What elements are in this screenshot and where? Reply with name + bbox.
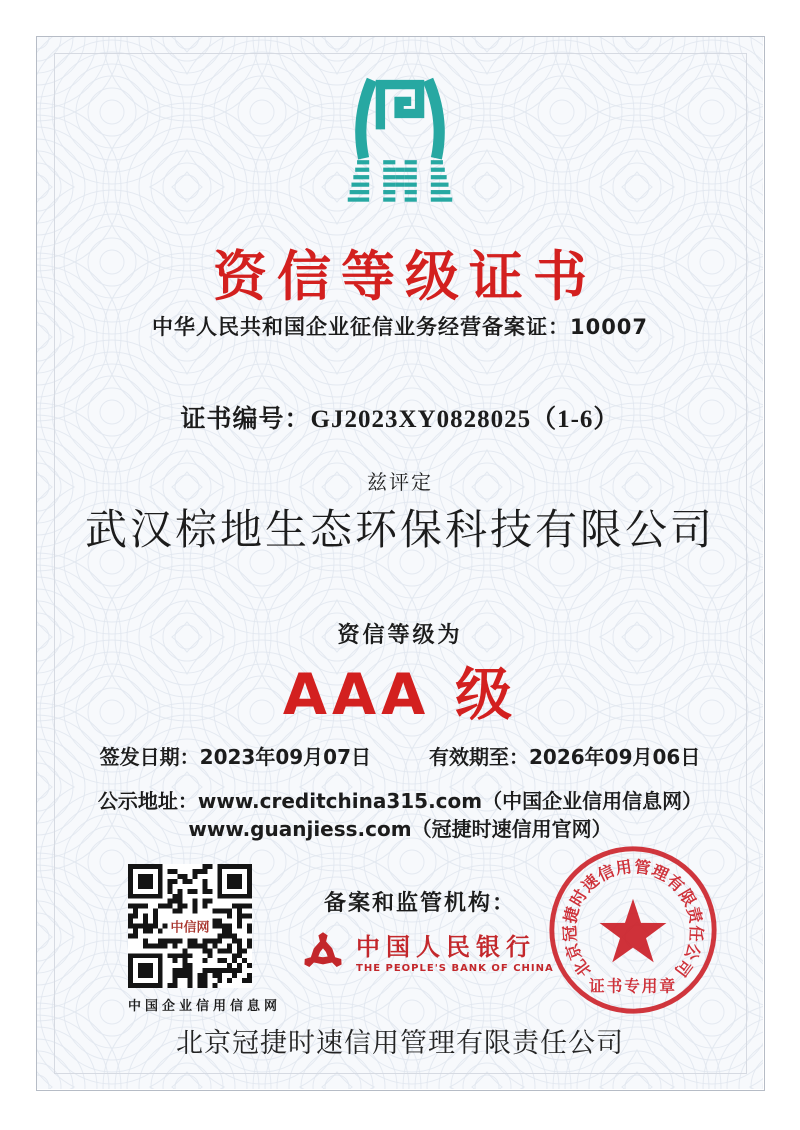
guanjie-logo-icon [344, 76, 456, 211]
svg-text:冠: 冠 [559, 924, 580, 943]
svg-text:责: 责 [683, 904, 706, 926]
svg-text:京: 京 [561, 940, 586, 963]
valid-until-date: 有效期至：2026年09月06日 [429, 745, 701, 769]
issuer-company-name: 北京冠捷时速信用管理有限责任公司 [176, 1028, 624, 1059]
svg-text:任: 任 [686, 924, 707, 943]
svg-text:时: 时 [566, 885, 591, 910]
pboc-name-en: THE PEOPLE'S BANK OF CHINA [356, 962, 554, 974]
publication-url-line1: 公示地址：www.creditchina315.com（中国企业信用信息网） [97, 789, 703, 813]
svg-text:司: 司 [671, 955, 696, 981]
regulator-label: 备案和监管机构： [323, 890, 516, 915]
svg-text:公: 公 [680, 940, 705, 963]
svg-text:用: 用 [614, 856, 634, 879]
pboc-name-cn: 中国人民银行 [356, 934, 536, 961]
qr-caption: 中国企业信用信息网 [128, 998, 282, 1013]
certificate-title: 资信等级证书 [213, 245, 597, 308]
issue-date: 签发日期：2023年09月07日 [99, 745, 371, 769]
publication-url-line2: www.guanjiess.com（冠捷时速信用官网） [188, 817, 612, 841]
svg-text:捷: 捷 [560, 904, 583, 926]
publication-urls [0, 787, 800, 843]
qr-center-label: 中信网 [168, 917, 211, 936]
svg-text:信: 信 [594, 860, 618, 885]
qr-code [128, 864, 252, 988]
date-row [0, 741, 800, 770]
filing-record-line: 中华人民共和国企业征信业务经营备案证：10007 [151, 315, 649, 339]
company-seal-stamp [545, 842, 721, 1018]
certificate-number: 证书编号：GJ2023XY0828025（1-6） [180, 406, 620, 433]
credit-rating-label: 资信等级为 [337, 623, 463, 648]
rated-company-name: 武汉棕地生态环保科技有限公司 [84, 508, 715, 554]
pboc-emblem-icon [300, 928, 346, 982]
svg-text:管: 管 [632, 856, 652, 879]
svg-text:北: 北 [570, 955, 595, 981]
stamp-bottom-text: 证书专用章 [589, 976, 677, 996]
svg-text:速: 速 [578, 870, 603, 896]
pboc-logo [300, 928, 554, 982]
credit-rating-value: AAA 级 [282, 662, 518, 728]
svg-text:限: 限 [675, 885, 700, 910]
svg-text:理: 理 [648, 860, 672, 885]
svg-text:有: 有 [663, 870, 688, 896]
hereby-assessed-label: 兹评定 [367, 472, 433, 494]
star-icon [600, 899, 667, 963]
pboc-name [356, 936, 554, 975]
